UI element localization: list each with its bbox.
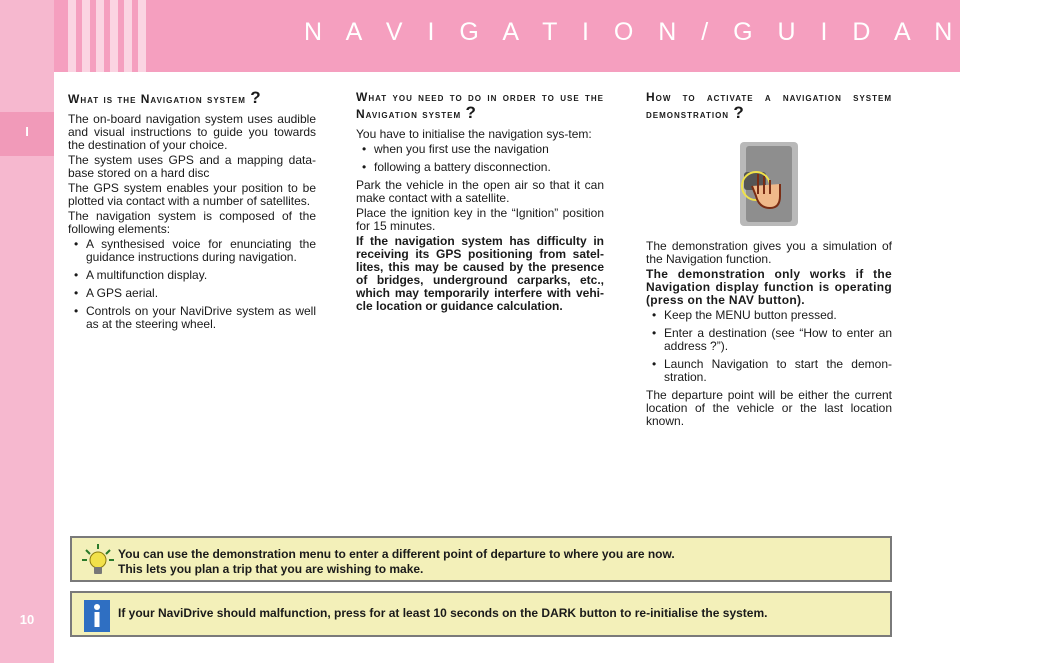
chapter-letter: I (25, 124, 29, 139)
paragraph: You have to initialise the navigation sys-tem: (356, 127, 592, 141)
info-icon (80, 597, 116, 633)
heading-text: What is the Navigation system (68, 92, 246, 106)
info-text: If your NaviDrive should malfunction, press for at least 10 seconds on the DARK button to re-initialise the system. (118, 606, 768, 620)
header-banner (54, 0, 1046, 72)
info-box (70, 591, 892, 637)
paragraph: The system uses GPS and a mapping data-base stored on a hard disc (68, 153, 316, 180)
steps-list (646, 309, 892, 384)
list-item: • following a battery disconnection. (362, 161, 604, 174)
list-item: • A synthesised voice for enunciating the guidance instructions during navigation. (74, 238, 316, 264)
sidebar (0, 0, 54, 663)
paragraph: The departure point will be either the current location of the vehicle or the last location known. (646, 388, 892, 428)
paragraph: The on-board navigation system uses audible and visual instructions to guide you towards the destination of your choice. (68, 112, 316, 152)
list-item: • A multifunction display. (74, 269, 316, 282)
paragraph: The navigation system is composed of the following elements: (68, 209, 316, 236)
page-title: N A V I G A T I O N / G U I D A N C E (304, 18, 1046, 46)
lightbulb-icon (80, 542, 116, 578)
question-mark: ? (465, 103, 477, 122)
elements-list (68, 238, 316, 331)
conditions-list (356, 143, 604, 174)
list-item: • Launch Navigation to start the demon-stration. (652, 358, 892, 384)
paragraph: The demonstration gives you a simulation of the Navigation function. (646, 239, 892, 266)
column-initialise-navigation (356, 90, 604, 315)
list-item: • Controls on your NaviDrive system as well as at the steering wheel. (74, 305, 316, 331)
paragraph: Park the vehicle in the open air so that it can make contact with a satellite. (356, 178, 604, 205)
heading-text: How to activate a navigation system demonstration (646, 90, 892, 121)
tip-line: You can use the demonstration menu to enter a different point of departure to where you are now. (118, 547, 675, 561)
paragraph: Place the ignition key in the “Ignition” position for 15 minutes. (356, 206, 604, 233)
column-what-is-navigation (68, 90, 316, 336)
tip-line: This lets you plan a trip that you are wishing to make. (118, 562, 424, 576)
question-mark: ? (250, 88, 262, 107)
tip-box (70, 536, 892, 582)
page-number: 10 (19, 612, 35, 627)
list-item: • when you first use the navigation (362, 143, 604, 156)
bold-paragraph: The demonstration only works if the Navigation display function is operating (press on the NAV button). (646, 267, 892, 307)
list-item: • Enter a destination (see “How to enter an address ?”). (652, 327, 892, 353)
header-stripes (54, 0, 178, 72)
column-demonstration (646, 90, 892, 430)
question-mark: ? (733, 103, 745, 122)
section-heading (646, 90, 892, 122)
warning-paragraph: If the navigation system has difficulty in receiving its GPS positioning from satel-lites, this may be caused by the presence of bridges, underground carparks, etc., which may temporarily interfere with vehi-cle location or guidance calculation. (356, 234, 604, 313)
tip-text (118, 547, 675, 577)
paragraph: The GPS system enables your position to be plotted via contact with a number of satellites. (68, 181, 316, 208)
heading-text: What you need to do in order to use the Navigation system (356, 90, 604, 121)
list-item: • Keep the MENU button pressed. (652, 309, 892, 322)
menu-button-press-illustration (740, 142, 798, 226)
section-heading (356, 90, 604, 122)
section-heading (68, 90, 316, 107)
list-item: • A GPS aerial. (74, 287, 316, 300)
